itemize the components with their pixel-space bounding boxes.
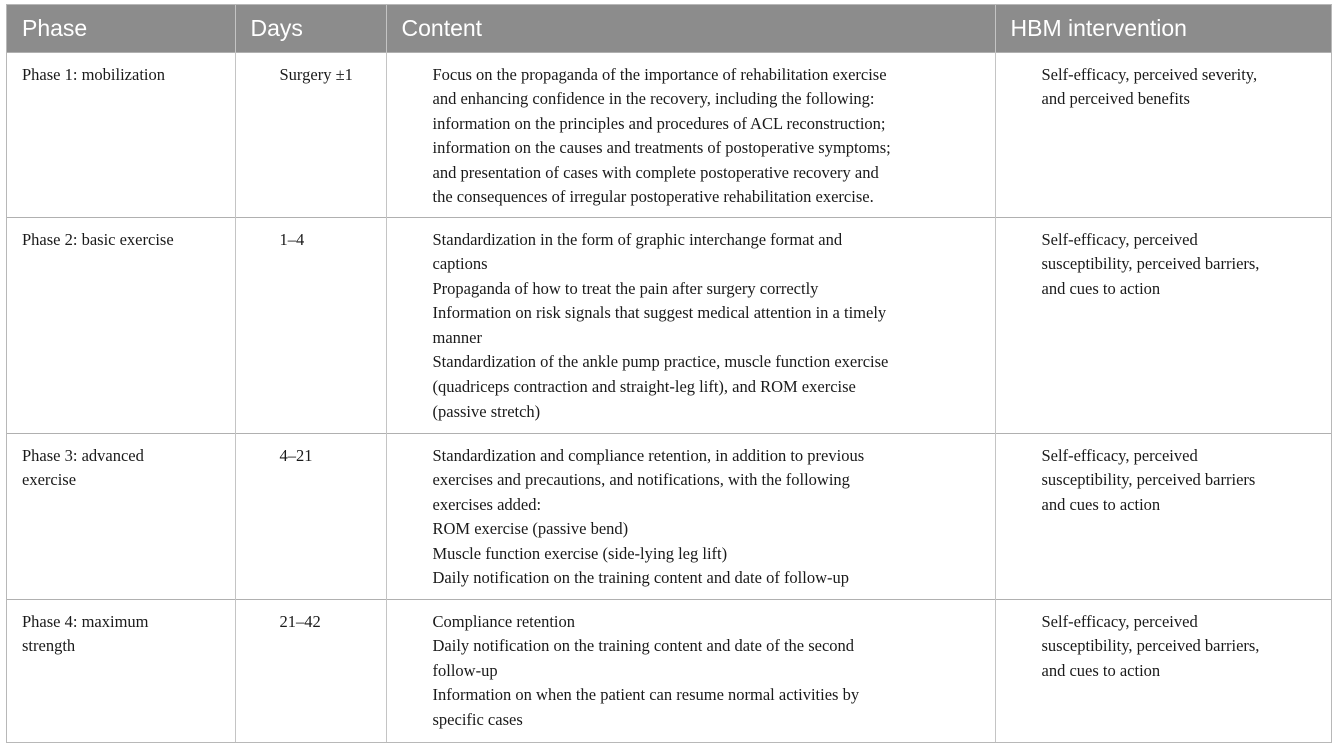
hbm-line: and cues to action <box>1041 494 1161 514</box>
content-line: specific cases <box>432 709 523 729</box>
phase-text: Phase 4: maximum <box>22 611 149 631</box>
content-cell <box>386 599 995 742</box>
content-line: information on the causes and treatments of postoperative symptoms; <box>432 138 891 158</box>
content-cell <box>386 217 995 433</box>
content-line: and presentation of cases with complete postoperative recovery and <box>432 162 879 182</box>
table-row <box>7 52 1331 217</box>
header-days: Days <box>235 5 386 52</box>
table-row <box>7 599 1331 742</box>
hbm-line: Self-efficacy, perceived <box>1041 611 1198 631</box>
content-cell <box>386 433 995 599</box>
content-line: Standardization in the form of graphic interchange format and <box>432 229 843 249</box>
content-line: Standardization and compliance retention, in addition to previous <box>432 445 865 465</box>
header-phase: Phase <box>7 5 235 52</box>
content-line: and enhancing confidence in the recovery, including the following: <box>432 89 875 109</box>
phase-text: Phase 1: mobilization <box>22 64 165 84</box>
content-line: Focus on the propaganda of the importance of rehabilitation exercise <box>432 64 887 84</box>
table-row <box>7 217 1331 433</box>
content-line: exercises added: <box>432 494 542 514</box>
days-cell: 21–42 <box>235 599 386 742</box>
content-line: Information on risk signals that suggest medical attention in a timely <box>432 303 887 323</box>
days-cell: Surgery ±1 <box>235 52 386 217</box>
content-line: Daily notification on the training content and date of the second <box>432 636 855 656</box>
header-content: Content <box>386 5 995 52</box>
phase-cell <box>7 599 235 742</box>
content-line: Standardization of the ankle pump practice, muscle function exercise <box>432 352 889 372</box>
header-row <box>7 5 1331 52</box>
hbm-line: Self-efficacy, perceived <box>1041 445 1198 465</box>
phase-cell <box>7 217 235 433</box>
content-line: follow-up <box>432 660 498 680</box>
phase-text: Phase 2: basic exercise <box>22 229 174 249</box>
content-line: ROM exercise (passive bend) <box>432 519 629 539</box>
content-line: exercises and precautions, and notifications, with the following <box>432 470 850 490</box>
hbm-cell <box>995 599 1331 742</box>
content-line: Muscle function exercise (side-lying leg lift) <box>432 543 728 563</box>
hbm-line: and perceived benefits <box>1041 89 1190 109</box>
hbm-cell <box>995 217 1331 433</box>
content-line: (passive stretch) <box>432 401 541 421</box>
data-table <box>7 5 1331 742</box>
phase-cell <box>7 433 235 599</box>
hbm-line: and cues to action <box>1041 278 1161 298</box>
content-line: the consequences of irregular postoperative rehabilitation exercise. <box>432 187 874 207</box>
phase-text: strength <box>22 636 76 656</box>
content-line: Information on when the patient can resume normal activities by <box>432 685 860 705</box>
table-header <box>7 5 1331 52</box>
content-line: (quadriceps contraction and straight-leg lift), and ROM exercise <box>432 377 856 397</box>
content-line: Daily notification on the training content and date of follow-up <box>432 568 850 588</box>
hbm-line: and cues to action <box>1041 660 1161 680</box>
hbm-line: Self-efficacy, perceived <box>1041 229 1198 249</box>
content-line: captions <box>432 254 488 274</box>
hbm-line: susceptibility, perceived barriers, <box>1041 254 1260 274</box>
table-row <box>7 433 1331 599</box>
phase-cell <box>7 52 235 217</box>
content-line: Propaganda of how to treat the pain after surgery correctly <box>432 278 819 298</box>
hbm-cell <box>995 433 1331 599</box>
content-line: information on the principles and procedures of ACL reconstruction; <box>432 113 886 133</box>
content-line: Compliance retention <box>432 611 575 631</box>
phase-text: exercise <box>22 470 77 490</box>
table-body <box>7 52 1331 742</box>
hbm-line: susceptibility, perceived barriers, <box>1041 636 1260 656</box>
days-cell: 1–4 <box>235 217 386 433</box>
hbm-line: Self-efficacy, perceived severity, <box>1041 64 1258 84</box>
hbm-line: susceptibility, perceived barriers <box>1041 470 1256 490</box>
content-cell <box>386 52 995 217</box>
hbm-intervention-table <box>6 4 1332 743</box>
days-cell: 4–21 <box>235 433 386 599</box>
phase-text: Phase 3: advanced <box>22 445 144 465</box>
hbm-cell <box>995 52 1331 217</box>
content-line: manner <box>432 327 482 347</box>
header-hbm-intervention: HBM intervention <box>995 5 1331 52</box>
